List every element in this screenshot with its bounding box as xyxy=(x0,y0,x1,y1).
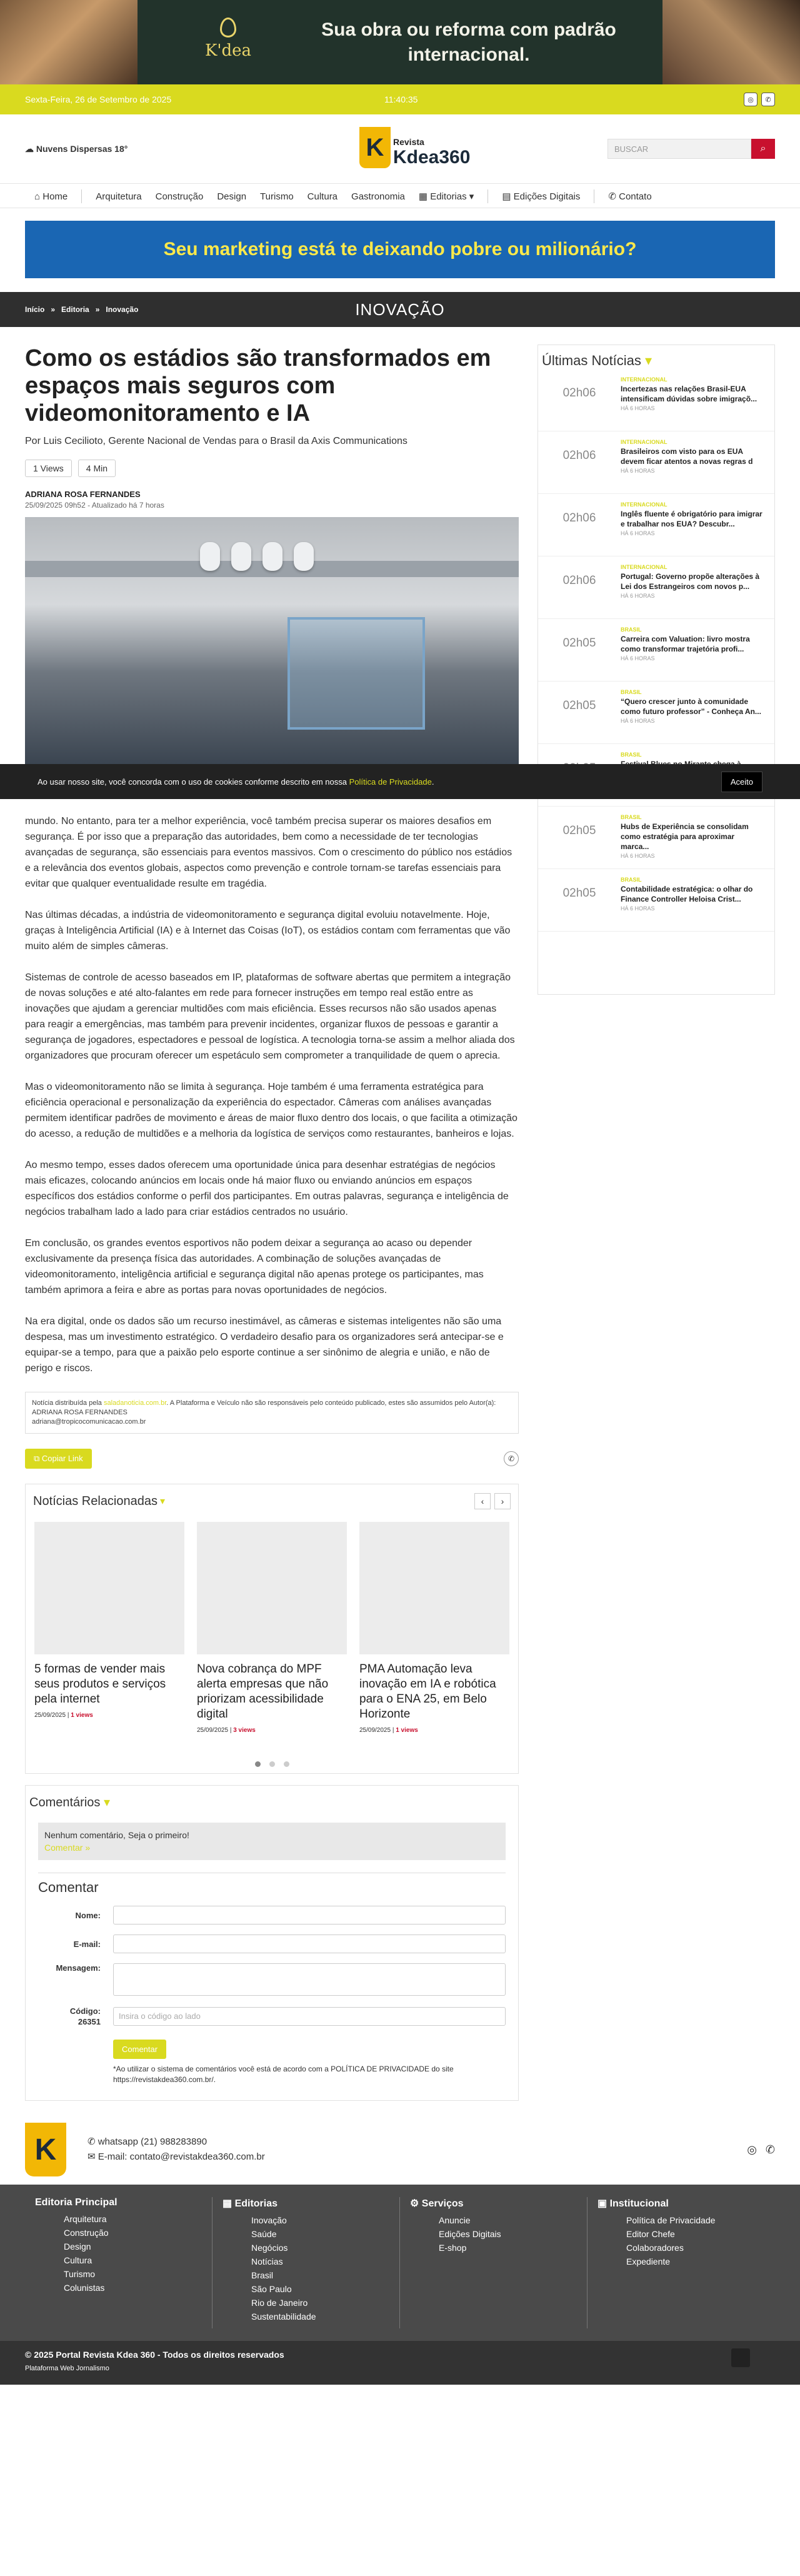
comment-form: Comentar Nome: E-mail: Mensagem: Código: 26351 Insira o código ao lado Comentar *Ao utilizar o sistema de comentários você está de acordo com a POLÍTICA DE PRIVACIDADE do site https://revistakdea360.com.br/. xyxy=(38,1873,506,2085)
banner-photo-left xyxy=(0,0,138,84)
form-title: Comentar xyxy=(38,1873,506,1896)
nav-editorias[interactable]: ▦ Editorias ▾ xyxy=(418,191,474,202)
footer-logo[interactable]: K xyxy=(25,2123,66,2176)
latest-news: Últimas Notícias ▾ 02h06 INTERNACIONAL Incertezas nas relações Brasil-EUA intensificam dúvidas sobre imigraçõ... HÁ 6 HORAS 02h06 INTERNACIONAL Brasileiros com visto para os EUA devem ficar atentos a novas regras d HÁ 6 HORAS 02h06 INTERNACIONAL Inglês fluente é obrigatório para imigrar e trabalhar nos EUA? Descubr... HÁ 6 HORAS 02h06 INTERNACIONAL Portugal: Governo propõe alterações à Lei dos Estrangeiros com novos p... HÁ 6 HORAS 02h05 BRASIL Carreira com Valuation: livro mostra como transformar trajetória profi... HÁ 6 HORAS 02h05 BRASIL “Quero crescer junto à comunidade como futuro professor” - Conheça An... HÁ 6 HORAS BRASIL 02h05 BRASIL Hubs de Experiência se consolidam como estratégia para aproximar marca... HÁ 6 HORAS 02h05 BRASIL Contabilidade estratégica: o olhar do Finance Controller Heloisa Crist... HÁ 6 HORAS xyxy=(538,345,775,995)
search-icon: ⌕ xyxy=(760,143,766,154)
footer-link[interactable]: Arquitetura xyxy=(64,2214,107,2224)
comments-title: Comentários xyxy=(29,1796,101,1809)
footer-link[interactable]: Anuncie xyxy=(439,2215,471,2225)
footer-link[interactable]: Cultura xyxy=(64,2255,92,2265)
submit-comment-button[interactable]: Comentar xyxy=(113,2040,166,2059)
article-body xyxy=(25,813,519,1376)
news-item[interactable]: 02h05 BRASIL Contabilidade estratégica: o olhar do Finance Controller Heloisa Crist... HÁ 6 HORAS xyxy=(538,869,774,932)
date-bar xyxy=(0,84,800,114)
footer-link[interactable]: Notícias xyxy=(251,2257,283,2267)
news-item[interactable]: 02h05 BRASIL Carreira com Valuation: livro mostra como transformar trajetória profi... HÁ 6 HORAS xyxy=(538,619,774,682)
footer-link[interactable]: Expediente xyxy=(626,2257,671,2267)
news-item[interactable]: 02h06 INTERNACIONAL Portugal: Governo propõe alterações à Lei dos Estrangeiros com novos p... HÁ 6 HORAS xyxy=(538,556,774,619)
footer-link[interactable]: Editor Chefe xyxy=(626,2229,675,2239)
news-item[interactable]: 02h05 BRASIL Hubs de Experiência se consolidam como estratégia para aproximar marca... HÁ 6 HORAS xyxy=(538,807,774,869)
captcha-code: 26351 xyxy=(78,2017,101,2026)
footer xyxy=(0,2185,800,2341)
search-form xyxy=(608,139,775,159)
copyright-bar xyxy=(0,2341,800,2385)
source-link[interactable]: saladanoticia.com.br xyxy=(103,1399,167,1407)
breadcrumb-home[interactable]: Início xyxy=(25,305,45,314)
related-title: Notícias Relacionadas xyxy=(33,1494,158,1508)
platform-text: Plataforma Web Jornalismo xyxy=(25,2365,109,2372)
news-item[interactable]: 02h06 INTERNACIONAL Brasileiros com visto para os EUA devem ficar atentos a novas regras d HÁ 6 HORAS xyxy=(538,431,774,494)
prev-arrow-icon[interactable]: ‹ xyxy=(474,1493,491,1509)
paragraph: Em conclusão, os grandes eventos esportivos não podem deixar a segurança ao acaso ou depender exclusivamente da presença física das autoridades. A combinação de soluções avançadas de videomonitoramento, inteligência artificial e segurança digital não apenas protege os participantes, mas também aprimora a feira e abre as portas para novas oportunidades de negócios. xyxy=(25,1238,484,1296)
footer-link[interactable]: Construção xyxy=(64,2228,109,2238)
chevron-down-icon: ▾ xyxy=(160,1496,166,1507)
carousel-dot[interactable] xyxy=(269,1761,275,1767)
name-input[interactable] xyxy=(113,1906,506,1924)
paragraph: Mas o videomonitoramento não se limita à segurança. Hoje também é uma ferramenta estratégica para eficiência operacional e personalização da experiência do espectador. Câmeras com análises avançadas permitem identificar padrões de movimento e áreas de maior fluxo dentro dos locais, o que facilita a otimização do acesso, a redução de multidões e a melhoria da logística de serviços como restaurantes, banheiros e lojas. xyxy=(25,1082,518,1139)
nav-arquitetura[interactable]: Arquitetura xyxy=(96,191,142,202)
location-pin-icon xyxy=(220,18,236,38)
news-item[interactable]: 02h06 INTERNACIONAL Incertezas nas relações Brasil-EUA intensificam dúvidas sobre imigraçõ... HÁ 6 HORAS xyxy=(538,369,774,431)
footer-link[interactable]: Turismo xyxy=(64,2269,96,2279)
news-item[interactable]: 02h05 BRASIL “Quero crescer junto à comunidade como futuro professor” - Conheça An... HÁ 6 HORAS xyxy=(538,682,774,744)
scroll-top-button[interactable] xyxy=(731,2348,750,2367)
article-image xyxy=(25,517,519,767)
current-date: Sexta-Feira, 26 de Setembro de 2025 xyxy=(25,94,172,104)
footer-link[interactable]: São Paulo xyxy=(251,2284,292,2294)
distribution-notice: Notícia distribuída pela saladanoticia.com.br. A Plataforma e Veículo não são responsáveis pelo conteúdo publicado, estes são assumidos pelo Autor(a): ADRIANA ROSA FERNANDES adriana@tropicocomunicacao.com.br xyxy=(25,1392,519,1434)
whatsapp-share-icon[interactable]: ✆ xyxy=(504,1451,519,1466)
no-comments: Nenhum comentário, Seja o primeiro! Comentar » xyxy=(38,1823,506,1860)
nav-gastronomia[interactable]: Gastronomia xyxy=(351,191,405,202)
ad-banner[interactable]: Seu marketing está te deixando pobre ou milionário? xyxy=(25,221,775,278)
carousel-dot[interactable] xyxy=(255,1761,261,1767)
paragraph: mundo. No entanto, para ter a melhor experiência, você também precisa superar os maiores desafios em segurança. É por isso que a preparação das autoridades, bem como a necessidade de ter tecnologias avançadas de segurança, são essenciais para eventos massivos. Com o crescimento do público nos estádios e a relevância dos eventos globais, aspectos como prevenção e controle tornam-se tarefas essenciais para evitar que qualquer eventualidade resulte em tragédia. xyxy=(25,816,512,889)
kdea-logo: K'dea xyxy=(188,18,269,60)
nav-cultura[interactable]: Cultura xyxy=(307,191,338,202)
current-time: 11:40:35 xyxy=(384,94,418,104)
nav-home[interactable]: ⌂ Home xyxy=(34,191,68,202)
breadcrumb-editoria[interactable]: Editoria xyxy=(61,305,89,314)
related-card[interactable]: PMA Automação leva inovação em IA e robótica para o ENA 25, em Belo Horizonte 25/09/2025 | 1 views xyxy=(359,1522,509,1734)
views-count: 1 Views xyxy=(25,460,72,477)
read-time: 4 Min xyxy=(78,460,116,477)
footer-link[interactable]: Rio de Janeiro xyxy=(251,2298,308,2308)
related-news xyxy=(25,1484,519,1774)
paragraph: Sistemas de controle de acesso baseados em IP, plataformas de software abertas que permitem a integração de novas soluções e até alto-falantes em rede para fornecer instruções em tempo real estão entre as inovações que ajudam a gerenciar multidões com mais eficiência. Esses recursos não são usados apenas para reagir a emergências, mas também para prevenir incidentes, organizar fluxos de pessoas e garantir a segurança de jogadores, espectadores e pessoal de logística. A tecnologia torna-se assim a melhor aliada dos organizadores que procuram oferecer um espetáculo sem comprometer a tranquilidade de quem o aprecia. xyxy=(25,972,515,1061)
author-name: ADRIANA ROSA FERNANDES xyxy=(25,490,141,499)
footer-link[interactable]: Colaboradores xyxy=(626,2243,684,2253)
paragraph: Na era digital, onde os dados são um recurso inestimável, as câmeras e sistemas inteligentes não são uma despesa, mas um investimento estratégico. O verdadeiro desafio para os organizadores será antecipar-se e equipar-se a tempo, para que a paixão pelo esporte continue a ser sinônimo de alegria e união, e não de perigo e riscos. xyxy=(25,1316,504,1374)
privacy-link[interactable]: Política de Privacidade xyxy=(349,777,432,787)
related-card[interactable]: 5 formas de vender mais seus produtos e serviços pela internet 25/09/2025 | 1 views xyxy=(34,1522,184,1734)
card-image xyxy=(34,1522,184,1654)
instagram-icon[interactable]: ◎ xyxy=(747,2143,757,2156)
cookie-banner xyxy=(0,764,800,799)
header xyxy=(0,114,800,183)
paragraph: Ao mesmo tempo, esses dados oferecem uma oportunidade única para desenhar estratégias de negócios mais eficazes, colocando anúncios em locais onde há maior fluxo ou enviando anúncios em espaços específicos dos estádios conforme o perfil dos participantes. Em outras palavras, segurança e inteligência de negócios trabalham lado a lado para criar estádios centrados no usuário. xyxy=(25,1160,509,1217)
paragraph: Nas últimas décadas, a indústria de videomonitoramento e segurança digital evoluiu notavelmente. Hoje, graças à Inteligência Artificial (IA) e à Internet das Coisas (IoT), os estádios contam com ferramentas que vão muito além de simples câmeras. xyxy=(25,910,511,952)
email-input[interactable] xyxy=(113,1935,506,1953)
footer-link[interactable]: Saúde xyxy=(251,2229,277,2239)
whatsapp-icon[interactable]: ✆ xyxy=(765,2143,775,2156)
search-button[interactable] xyxy=(751,139,775,159)
main-nav xyxy=(0,183,800,208)
footer-col-editoria: Editoria Principal Arquitetura Construção Design Cultura Turismo Colunistas xyxy=(25,2197,212,2328)
card-image xyxy=(197,1522,347,1654)
cookie-accept-button[interactable]: Aceito xyxy=(721,772,762,792)
carousel-dots xyxy=(29,1761,514,1767)
news-item[interactable]: BRASIL xyxy=(538,744,774,807)
breadcrumb: Início » Editoria » Inovação xyxy=(25,305,139,314)
footer-brand xyxy=(25,2118,775,2181)
footer-whatsapp[interactable]: ✆ whatsapp (21) 988283890 xyxy=(88,2136,208,2147)
cookie-text: Ao usar nosso site, você concorda com o uso de cookies conforme descrito em nossa Política de Privacidade. xyxy=(38,777,434,787)
footer-link[interactable]: Sustentabilidade xyxy=(251,2312,316,2322)
captcha-input[interactable]: Insira o código ao lado xyxy=(113,2007,506,2026)
top-banner[interactable] xyxy=(0,0,800,84)
section-title: INOVAÇÃO xyxy=(355,299,445,319)
footer-email[interactable]: ✉ E-mail: contato@revistakdea360.com.br xyxy=(88,2151,265,2162)
comments-section: Comentários ▾ Nenhum comentário, Seja o primeiro! Comentar » Comentar Nome: E-mail: Mensagem: Código: 26351 Insira o código ao lado Comentar *Ao utilizar o sistema de comentários você está de acordo com a POLÍTICA DE PRIVACIDADE do site https://revistakdea360.com.br/. xyxy=(25,1785,519,2101)
latest-title: Últimas Notícias xyxy=(542,353,641,368)
nav-design[interactable]: Design xyxy=(217,191,247,202)
publish-date: 25/09/2025 09h52 - Atualizado há 7 horas xyxy=(25,501,164,510)
footer-col-institucional: ▣ Institucional Política de Privacidade Editor Chefe Colaboradores Expediente xyxy=(588,2197,775,2328)
footer-link[interactable]: Design xyxy=(64,2241,91,2251)
section-bar xyxy=(0,292,800,327)
related-card[interactable]: Nova cobrança do MPF alerta empresas que não priorizam acessibilidade digital 25/09/2025 | 3 views xyxy=(197,1522,347,1734)
message-textarea[interactable] xyxy=(113,1963,506,1996)
footer-col-editorias: ▦ Editorias Inovação Saúde Negócios Notícias Brasil São Paulo Rio de Janeiro Sustentabilidade xyxy=(212,2197,400,2328)
comment-link[interactable]: Comentar » xyxy=(44,1843,91,1853)
privacy-note: *Ao utilizar o sistema de comentários você está de acordo com a POLÍTICA DE PRIVACIDADE do site https://revistakdea360.com.br/. xyxy=(113,2065,454,2084)
search-input[interactable]: BUSCAR xyxy=(608,139,751,159)
banner-text: Sua obra ou reforma com padrão internacional. xyxy=(321,19,616,65)
footer-link[interactable]: Brasil xyxy=(251,2270,274,2280)
nav-construcao[interactable]: Construção xyxy=(155,191,204,202)
copy-link-button[interactable]: ⧉ Copiar Link xyxy=(25,1449,92,1469)
card-image xyxy=(359,1522,509,1654)
copyright-text: © 2025 Portal Revista Kdea 360 - Todos os direitos reservados xyxy=(25,2350,284,2360)
footer-link[interactable]: Política de Privacidade xyxy=(626,2215,716,2225)
footer-link[interactable]: Negócios xyxy=(251,2243,288,2253)
breadcrumb-section[interactable]: Inovação xyxy=(106,305,139,314)
footer-link[interactable]: E-shop xyxy=(439,2243,467,2253)
banner-photo-right xyxy=(662,0,800,84)
nav-turismo[interactable]: Turismo xyxy=(260,191,294,202)
carousel-dot[interactable] xyxy=(284,1761,289,1767)
site-logo[interactable]: K Revista Kdea360 xyxy=(359,127,470,168)
next-arrow-icon[interactable]: › xyxy=(494,1493,511,1509)
footer-link[interactable]: Colunistas xyxy=(64,2283,105,2293)
instagram-icon[interactable]: ◎ xyxy=(744,93,758,106)
whatsapp-icon[interactable]: ✆ xyxy=(761,93,775,106)
footer-link[interactable]: Edições Digitais xyxy=(439,2229,501,2239)
article xyxy=(25,345,519,2101)
footer-col-servicos: ⚙ Serviços Anuncie Edições Digitais E-shop xyxy=(400,2197,588,2328)
weather: ☁ Nuvens Dispersas 18° xyxy=(25,143,128,154)
nav-contato[interactable]: ✆ Contato xyxy=(608,191,652,202)
footer-link[interactable]: Inovação xyxy=(251,2215,287,2225)
article-title: Como os estádios são transformados em espaços mais seguros com videomonitoramento e IA xyxy=(25,345,491,426)
nav-edicoes-digitais[interactable]: ▤ Edições Digitais xyxy=(502,191,581,202)
logo-k-icon: K xyxy=(359,127,391,168)
article-subtitle: Por Luis Cecilioto, Gerente Nacional de Vendas para o Brasil da Axis Communications xyxy=(25,436,408,446)
news-item[interactable]: 02h06 INTERNACIONAL Inglês fluente é obrigatório para imigrar e trabalhar nos EUA? Descubr... HÁ 6 HORAS xyxy=(538,494,774,556)
